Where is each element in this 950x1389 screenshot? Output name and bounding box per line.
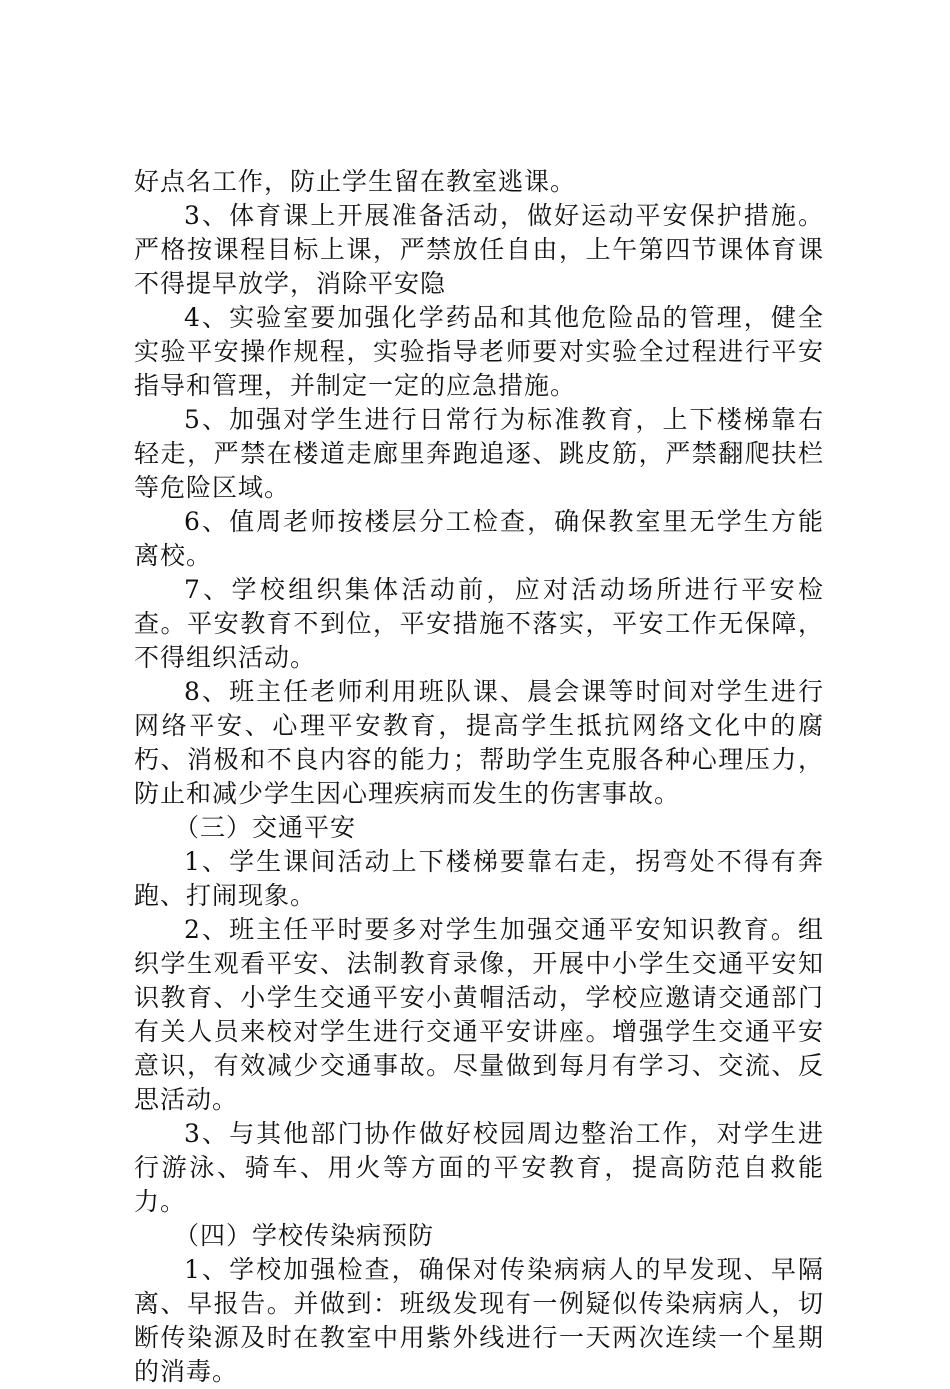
document-body <box>134 165 824 1389</box>
paragraph-item-7-group-activity: 7、学校组织集体活动前，应对活动场所进行平安检查。平安教育不到位，平安措施不落实，平安工作无保障，不得组织活动。 <box>134 575 824 672</box>
paragraph-disease-item-1: 1、学校加强检查，确保对传染病病人的早发现、早隔离、早报告。并做到：班级发现有一例疑似传染病病人，切断传染源及时在教室中用紫外线进行一天两次连续一个星期的消毒。 <box>134 1255 824 1386</box>
paragraph-item-4-laboratory: 4、实验室要加强化学药品和其他危险品的管理，健全实验平安操作规程，实验指导老师要对实验全过程进行平安指导和管理，并制定一定的应急措施。 <box>134 303 824 400</box>
paragraph-traffic-item-2: 2、班主任平时要多对学生加强交通平安知识教育。组织学生观看平安、法制教育录像，开展中小学生交通平安知识教育、小学生交通平安小黄帽活动，学校应邀请交通部门有关人员来校对学生进行交通平安讲座。增强学生交通平安意识，有效减少交通事故。尽量做到每月有学习、交流、反思活动。 <box>134 915 824 1114</box>
section-heading-traffic-safety: （三）交通平安 <box>174 813 357 842</box>
paragraph-item-5-behavior: 5、加强对学生进行日常行为标准教育，上下楼梯靠右轻走，严禁在楼道走廊里奔跑追逐、跳皮筋，严禁翻爬扶栏等危险区域。 <box>134 405 824 502</box>
paragraph-item-3-pe-class: 3、体育课上开展准备活动，做好运动平安保护措施。严格按课程目标上课，严禁放任自由，上午第四节课体育课不得提早放学，消除平安隐 <box>134 201 824 298</box>
paragraph-item-8-class-teacher: 8、班主任老师利用班队课、晨会课等时间对学生进行网络平安、心理平安教育，提高学生抵抗网络文化中的腐朽、消极和不良内容的能力；帮助学生克服各种心理压力，防止和减少学生因心理疾病而发生的伤害事故。 <box>134 677 824 808</box>
paragraph-traffic-item-1: 1、学生课间活动上下楼梯要靠右走，拐弯处不得有奔跑、打闹现象。 <box>134 847 824 910</box>
paragraph-traffic-item-3: 3、与其他部门协作做好校园周边整治工作，对学生进行游泳、骑车、用火等方面的平安教育，提高防范自救能力。 <box>134 1119 824 1216</box>
paragraph-item-6-duty-teacher: 6、值周老师按楼层分工检查，确保教室里无学生方能离校。 <box>134 507 824 570</box>
paragraph-continuation: 好点名工作，防止学生留在教室逃课。 <box>134 167 577 196</box>
section-heading-disease-prevention: （四）学校传染病预防 <box>174 1221 435 1250</box>
